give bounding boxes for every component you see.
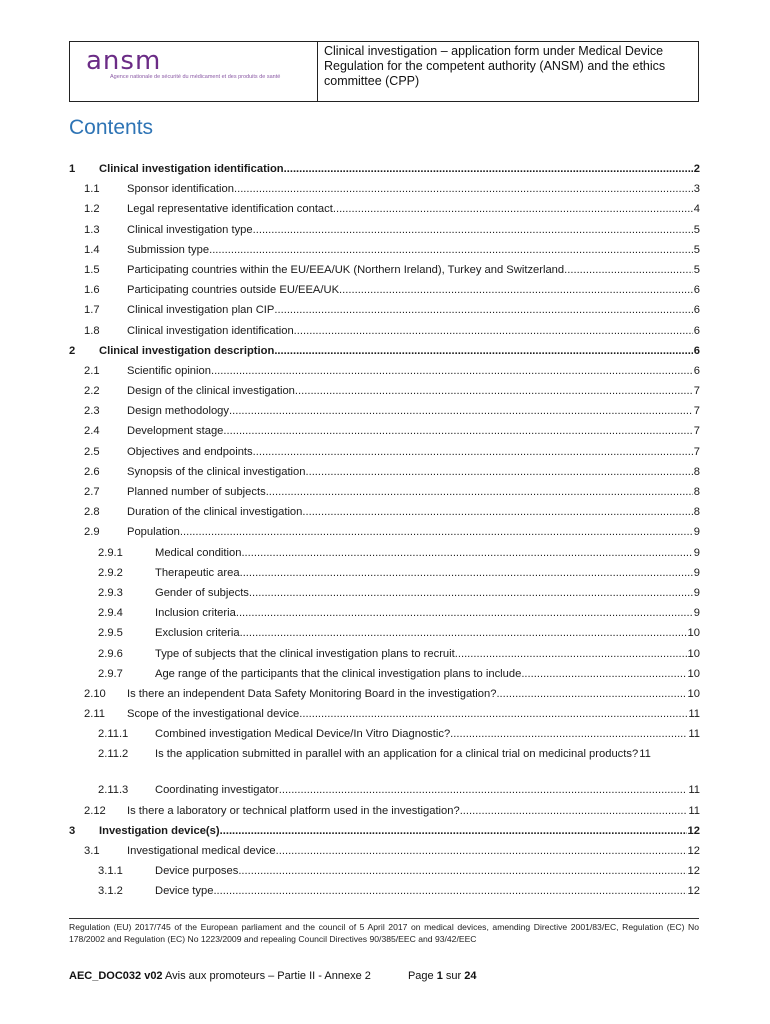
toc-entry-title[interactable]: Duration of the clinical investigation <box>127 506 303 519</box>
toc-entry[interactable] <box>69 586 700 606</box>
toc-entry-page: 11 <box>688 784 700 797</box>
footer-line <box>69 970 476 982</box>
toc-entry-title[interactable]: Is there an independent Data Safety Monitoring Board in the investigation? <box>127 687 497 700</box>
toc-entry[interactable] <box>69 566 700 586</box>
toc-entry[interactable] <box>69 687 700 707</box>
toc-entry-page: 11 <box>688 804 700 817</box>
toc-entry-page: 5 <box>693 263 700 276</box>
toc-dot-leader <box>294 324 693 338</box>
toc-entry-number: 2.12 <box>84 804 106 817</box>
toc-entry-title[interactable]: Is the application submitted in parallel with an application for a clinical trial on medicinal products? <box>155 748 639 761</box>
toc-entry-page: 5 <box>693 243 700 256</box>
toc-entry[interactable] <box>69 223 700 243</box>
toc-dot-leader <box>209 243 693 257</box>
toc-entry-title[interactable]: Exclusion criteria <box>155 627 240 640</box>
doc-code: AEC_DOC032 v02 <box>69 970 163 982</box>
toc-entry[interactable] <box>69 783 700 803</box>
toc-dot-leader <box>240 566 693 580</box>
toc-dot-leader <box>274 344 692 358</box>
toc-entry-page: 7 <box>693 385 700 398</box>
toc-entry[interactable] <box>69 202 700 222</box>
toc-entry-number: 1.2 <box>84 203 100 216</box>
toc-dot-leader <box>249 586 693 600</box>
toc-entry[interactable] <box>69 747 700 783</box>
toc-entry-number: 1.5 <box>84 263 100 276</box>
toc-dot-leader <box>455 647 687 661</box>
toc-entry-number: 2.9.1 <box>98 546 123 559</box>
toc-dot-leader <box>496 687 686 701</box>
toc-entry-page: 7 <box>693 445 700 458</box>
toc-entry-page: 10 <box>687 687 700 700</box>
toc-entry[interactable] <box>69 727 700 747</box>
toc-entry[interactable] <box>69 424 700 444</box>
contents-heading: Contents <box>69 116 154 139</box>
toc-dot-leader <box>253 223 693 237</box>
toc-entry-title[interactable]: Coordinating investigator <box>155 784 279 797</box>
toc-dot-leader <box>521 667 686 681</box>
toc-entry-number: 3.1 <box>84 845 100 857</box>
toc-entry-number: 2.11.2 <box>98 748 129 761</box>
toc-dot-leader <box>238 864 686 878</box>
toc-entry-number: 2.2 <box>84 385 100 398</box>
header-table <box>69 41 699 102</box>
toc-entry-number: 1.6 <box>84 284 100 297</box>
toc-entry[interactable] <box>69 884 700 904</box>
toc-dot-leader <box>460 804 688 818</box>
toc-dot-leader <box>220 824 687 838</box>
toc-dot-leader <box>284 162 693 176</box>
footer-divider <box>69 918 699 919</box>
toc-entry-title[interactable]: Clinical investigation plan CIP <box>127 304 275 317</box>
toc-dot-leader <box>279 783 688 797</box>
logo-tagline: Agence nationale de sécurité du médicament et des produits de santé <box>110 74 281 80</box>
toc-entry-number: 2.9.3 <box>98 586 123 599</box>
toc-entry-number: 1.3 <box>84 223 100 236</box>
page-indicator <box>408 970 477 982</box>
toc-dot-leader <box>180 525 693 539</box>
toc-entry[interactable] <box>69 844 700 864</box>
toc-entry-number: 1.4 <box>84 243 100 256</box>
toc-entry[interactable] <box>69 546 700 566</box>
toc-entry-page: 10 <box>687 667 700 680</box>
toc-dot-leader <box>339 283 693 297</box>
toc-entry-number: 2.10 <box>84 687 106 700</box>
toc-entry-page: 2 <box>693 163 700 175</box>
toc-entry-page: 12 <box>687 865 700 878</box>
toc-entry-page: 11 <box>639 748 651 761</box>
toc-entry-number: 2.9.4 <box>98 607 123 620</box>
toc-entry-title[interactable]: Population <box>127 526 180 539</box>
toc-entry-number: 3 <box>69 824 76 837</box>
toc-entry-page: 8 <box>693 465 700 478</box>
toc-dot-leader <box>333 202 693 216</box>
toc-entry-title[interactable]: Submission type <box>127 243 210 256</box>
toc-entry-page: 12 <box>687 885 700 898</box>
toc-entry-page: 6 <box>693 364 700 377</box>
toc-entry-title[interactable]: Scope of the investigational device <box>127 708 300 721</box>
toc-entry-page: 9 <box>693 586 700 599</box>
toc-dot-leader <box>276 844 687 858</box>
toc-entry-page: 6 <box>693 284 700 297</box>
toc-entry[interactable] <box>69 707 700 727</box>
toc-entry[interactable] <box>69 243 700 263</box>
toc-entry-title[interactable]: Clinical investigation type <box>127 223 253 236</box>
toc-entry-number: 1 <box>69 163 76 175</box>
toc-entry-page: 7 <box>693 405 700 418</box>
toc-entry[interactable] <box>69 384 700 404</box>
toc-entry[interactable] <box>69 626 700 646</box>
toc-entry-number: 2.11.3 <box>98 784 129 797</box>
toc-entry[interactable] <box>69 182 700 202</box>
toc-entry[interactable] <box>69 647 700 667</box>
toc-entry-page: 9 <box>693 566 700 579</box>
toc-dot-leader <box>274 303 692 317</box>
toc-entry-title[interactable]: Objectives and endpoints <box>127 445 253 458</box>
footer-regulation-note: Regulation (EU) 2017/745 of the European parliament and the council of 5 April 2017 on medical devices, amending Directive 2001/83/EC, Regulation (EC) No 178/2002 and Regulation (EC) No 1223/2009 and repealing Council Directives 90/385/EEC and 93/42/EEC <box>69 922 699 944</box>
toc-entry-number: 2.9.2 <box>98 566 123 579</box>
toc-entry-title[interactable]: Legal representative identification contact <box>127 203 333 216</box>
toc-entry-title[interactable]: Design methodology <box>127 405 229 418</box>
toc-entry-title[interactable]: Clinical investigation identification <box>127 324 294 337</box>
toc-entry-title[interactable]: Combined investigation Medical Device/In Vitro Diagnostic? <box>155 728 451 741</box>
toc-entry-number: 2.1 <box>84 364 100 377</box>
toc-entry-title[interactable]: Investigation device(s) <box>99 824 220 837</box>
toc-entry-title[interactable]: Planned number of subjects <box>127 486 266 498</box>
toc-dot-leader <box>240 626 687 640</box>
toc-dot-leader <box>305 465 692 479</box>
toc-entry-page: 10 <box>687 647 700 660</box>
toc-entry-title[interactable]: Age range of the participants that the clinical investigation plans to include <box>155 667 522 680</box>
toc-entry[interactable] <box>69 162 700 182</box>
toc-entry-number: 3.1.1 <box>98 865 123 878</box>
toc-entry-page: 7 <box>693 425 700 438</box>
toc-entry-title[interactable]: Clinical investigation description <box>99 344 275 357</box>
toc-entry[interactable] <box>69 283 700 303</box>
doc-title: Avis aux promoteurs – Partie II - Annexe 2 <box>165 970 371 982</box>
toc-entry[interactable] <box>69 485 700 505</box>
toc-entry-page: 9 <box>693 526 700 539</box>
toc-dot-leader <box>295 384 693 398</box>
toc-entry-number: 1.8 <box>84 324 100 337</box>
toc-entry-title[interactable]: Is there a laboratory or technical platform used in the investigation? <box>127 804 460 817</box>
toc-dot-leader <box>299 707 687 721</box>
toc-entry-title[interactable]: Sponsor identification <box>127 183 234 196</box>
toc-entry-number: 2.3 <box>84 405 100 418</box>
toc-entry-number: 1.7 <box>84 304 100 317</box>
toc-entry-title[interactable]: Clinical investigation identification <box>99 163 284 175</box>
toc-dot-leader <box>229 404 693 418</box>
toc-dot-leader <box>302 505 692 519</box>
toc-entry-number: 1.1 <box>84 183 100 196</box>
toc-entry-page: 6 <box>693 324 700 337</box>
toc-entry-title[interactable]: Medical condition <box>155 546 242 559</box>
toc-entry-page: 6 <box>693 344 700 357</box>
toc-entry-number: 2 <box>69 344 76 357</box>
document-title: Clinical investigation – application form under Medical Device Regulation for the competent authority (ANSM) and the ethics committee (CPP) <box>324 44 666 88</box>
toc-entry-number: 2.9.5 <box>98 627 123 640</box>
toc-entry-title[interactable]: Synopsis of the clinical investigation <box>127 465 306 478</box>
toc-entry[interactable] <box>69 525 700 545</box>
toc-entry[interactable] <box>69 465 700 485</box>
toc-entry[interactable] <box>69 824 700 844</box>
toc-dot-leader <box>234 182 693 196</box>
table-of-contents <box>69 162 700 905</box>
toc-entry-number: 2.8 <box>84 506 100 519</box>
page-number: 1 <box>436 970 443 982</box>
toc-entry-title[interactable]: Type of subjects that the clinical investigation plans to recruit <box>155 647 455 660</box>
toc-entry-page: 6 <box>693 304 700 317</box>
toc-entry-page: 9 <box>693 546 700 559</box>
ansm-logo: ansm <box>86 46 162 76</box>
toc-entry[interactable] <box>69 864 700 884</box>
toc-entry[interactable] <box>69 404 700 424</box>
toc-dot-leader <box>223 424 692 438</box>
toc-entry[interactable] <box>69 303 700 323</box>
toc-entry-title[interactable]: Device purposes <box>155 865 239 878</box>
logo-cell <box>70 42 318 101</box>
toc-entry-page: 9 <box>693 607 700 620</box>
toc-dot-leader <box>450 727 687 741</box>
toc-entry-page: 8 <box>693 506 700 519</box>
toc-dot-leader <box>253 445 693 459</box>
toc-entry-page: 12 <box>687 845 700 857</box>
toc-entry-page: 8 <box>693 486 700 498</box>
toc-entry-title[interactable]: Scientific opinion <box>127 364 211 377</box>
toc-entry-title[interactable]: Device type <box>155 885 214 898</box>
toc-entry-number: 2.9.6 <box>98 647 123 660</box>
toc-entry-title[interactable]: Investigational medical device <box>127 845 276 857</box>
toc-entry-number: 3.1.2 <box>98 885 123 898</box>
toc-entry-number: 2.11.1 <box>98 728 129 741</box>
toc-entry[interactable] <box>69 445 700 465</box>
toc-entry-number: 2.6 <box>84 465 100 478</box>
toc-dot-leader <box>266 485 693 499</box>
toc-entry-title[interactable]: Design of the clinical investigation <box>127 385 295 398</box>
page-total: 24 <box>464 970 477 982</box>
toc-entry-title[interactable]: Participating countries outside EU/EEA/UK <box>127 284 340 297</box>
toc-entry-page: 4 <box>693 203 700 216</box>
toc-entry-number: 2.7 <box>84 486 100 498</box>
toc-entry[interactable] <box>69 263 700 283</box>
toc-entry-title[interactable]: Gender of subjects <box>155 586 249 599</box>
toc-entry-title[interactable]: Participating countries within the EU/EEA/UK (Northern Ireland), Turkey and Switzerland <box>127 263 565 276</box>
toc-entry-number: 2.9 <box>84 526 100 539</box>
toc-entry-number: 2.4 <box>84 425 100 438</box>
toc-entry-title[interactable]: Therapeutic area <box>155 566 240 579</box>
toc-entry[interactable] <box>69 606 700 626</box>
toc-dot-leader <box>564 263 693 277</box>
toc-dot-leader <box>211 364 693 378</box>
toc-entry-title[interactable]: Development stage <box>127 425 224 438</box>
toc-entry-page: 10 <box>687 627 700 640</box>
toc-dot-leader <box>236 606 693 620</box>
toc-entry[interactable] <box>69 505 700 525</box>
toc-entry-number: 2.9.7 <box>98 667 123 680</box>
toc-dot-leader <box>241 546 692 560</box>
toc-entry-page: 3 <box>693 183 700 196</box>
toc-dot-leader <box>213 884 686 898</box>
toc-entry-page: 12 <box>687 824 700 837</box>
page-separator: sur <box>445 970 462 982</box>
toc-entry[interactable] <box>69 804 700 824</box>
toc-entry-number: 2.11 <box>84 708 105 721</box>
toc-entry-page: 11 <box>688 708 700 721</box>
toc-entry[interactable] <box>69 344 700 364</box>
page-label: Page <box>407 970 434 982</box>
toc-entry[interactable] <box>69 364 700 384</box>
toc-entry-number: 2.5 <box>84 445 100 458</box>
toc-entry[interactable] <box>69 324 700 344</box>
toc-entry-page: 5 <box>693 223 700 236</box>
toc-entry[interactable] <box>69 667 700 687</box>
toc-entry-title[interactable]: Inclusion criteria <box>155 607 236 620</box>
toc-entry-page: 11 <box>688 728 700 741</box>
